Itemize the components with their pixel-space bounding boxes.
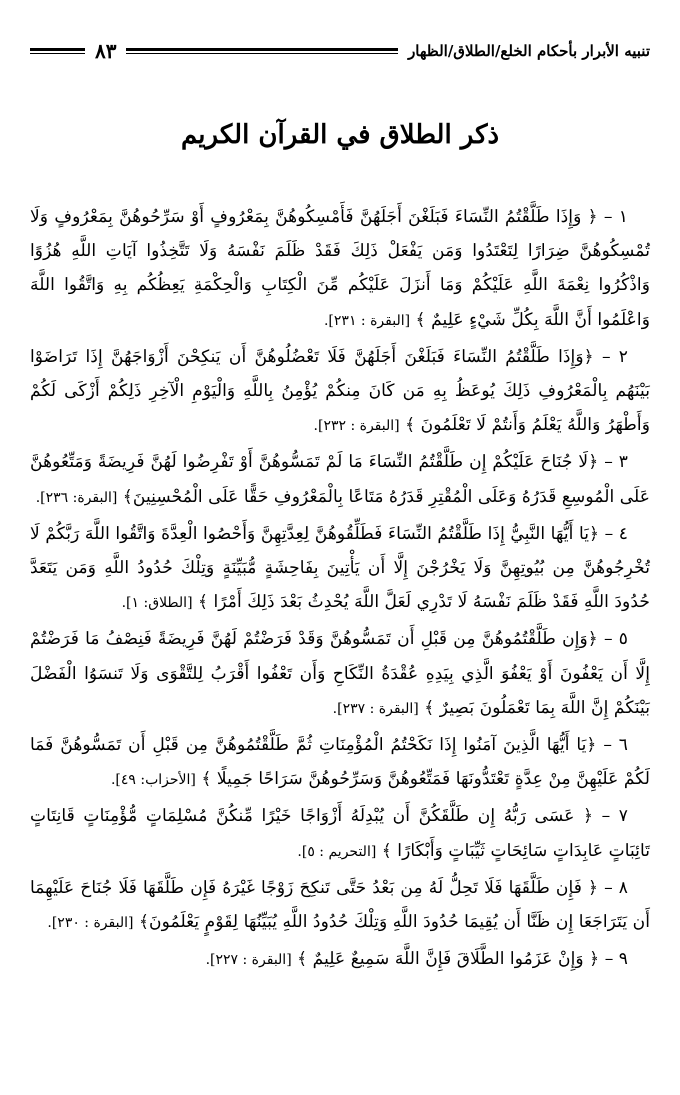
verse-item [30,200,650,338]
verse-number: ٩ – [604,949,628,970]
verse-item [30,517,650,621]
verse-reference: [البقرة : ٢٣٢]. [313,418,400,435]
header-rule-short [30,48,85,54]
verse-item [30,340,650,444]
verse-number: ٣ – [604,452,628,473]
verse-item [30,622,650,726]
chapter-title: ذكر الطلاق في القرآن الكريم [180,120,500,150]
verse-reference: [البقرة : ٢٢٧]. [205,952,292,969]
verse-number: ٤ – [604,523,629,544]
verse-number: ٢ – [601,346,628,367]
verse-item [30,445,650,514]
verse-reference: [الطلاق: ١]. [121,595,193,612]
verse-item [30,799,650,868]
verse-number: ١ – [603,207,628,227]
verse-number: ٦ – [603,735,629,756]
verses-body [30,200,650,1077]
verse-reference: [الأحزاب: ٤٩]. [110,772,196,789]
verse-text: ﴿وَإِذَا طَلَّقْتُمُ النِّسَاءَ فَبَلَغْنَ أَجَلَهُنَّ فَلَا تَعْضُلُوهُنَّ أَن يَنكِحْنَ أَزْوَاجَهُنَّ إِذَا تَرَاضَوْا بَيْنَهُم بِالْمَعْرُوفِ ذَلِكَ يُوعَظُ بِهِ مَن كَانَ مِنكُمْ يُؤْمِنُ بِاللَّهِ وَالْيَوْمِ الْآخِرِ ذَلِكُمْ أَزْكَى لَكُمْ وَأَطْهَرُ وَاللَّهُ يَعْلَمُ وَأَنتُمْ لَا تَعْلَمُونَ ﴾ [30,346,650,436]
running-header [30,36,650,66]
page-number: ٨٣ [95,39,117,63]
verse-item [30,871,650,940]
verse-item [30,728,650,797]
verse-text: ﴿يَا أَيُّهَا الَّذِينَ آمَنُوا إِذَا نَكَحْتُمُ الْمُؤْمِنَاتِ ثُمَّ طَلَّقْتُمُوهُنَّ مِن قَبْلِ أَن تَمَسُّوهُنَّ فَمَا لَكُمْ عَلَيْهِنَّ مِنْ عِدَّةٍ تَعْتَدُّونَهَا فَمَتِّعُوهُنَّ وَسَرِّحُوهُنَّ سَرَاحًا جَمِيلًا ﴾ [30,735,650,790]
header-rule [126,48,398,54]
verse-text: ﴿ عَسَى رَبُّهُ إِن طَلَّقَكُنَّ أَن يُبْدِلَهُ أَزْوَاجًا خَيْرًا مِّنكُنَّ مُسْلِمَاتٍ مُّؤْمِنَاتٍ قَانِتَاتٍ تَائِبَاتٍ عَابِدَاتٍ سَائِحَاتٍ ثَيِّبَاتٍ وَأَبْكَارًا ﴾ [30,806,650,861]
verse-text: ﴿يَا أَيُّهَا النَّبِيُّ إِذَا طَلَّقْتُمُ النِّسَاءَ فَطَلِّقُوهُنَّ لِعِدَّتِهِنَّ وَأَحْصُوا الْعِدَّةَ وَاتَّقُوا اللَّهَ رَبَّكُمْ لَا تُخْرِجُوهُنَّ مِن بُيُوتِهِنَّ وَلَا يَخْرُجْنَ إِلَّا أَن يَأْتِينَ بِفَاحِشَةٍ مُّبَيِّنَةٍ وَتِلْكَ حُدُودُ اللَّهِ وَمَن يَتَعَدَّ حُدُودَ اللَّهِ فَقَدْ ظَلَمَ نَفْسَهُ لَا تَدْرِي لَعَلَّ اللَّهَ يُحْدِثُ بَعْدَ ذَلِكَ أَمْرًا ﴾ [30,523,650,613]
verse-reference: [البقرة: ٢٣٦]. [35,489,118,506]
verse-reference: [البقرة : ٢٣٧]. [332,700,419,717]
verse-text: ﴿ فَإِن طَلَّقَهَا فَلَا تَحِلُّ لَهُ مِن بَعْدُ حَتَّى تَنكِحَ زَوْجًا غَيْرَهُ فَإِن طَلَّقَهَا فَلَا جُنَاحَ عَلَيْهِمَا أَن يَتَرَاجَعَا إِن ظَنَّا أَن يُقِيمَا حُدُودَ اللَّهِ وَتِلْكَ حُدُودُ اللَّهِ يُبَيِّنُهَا لِقَوْمٍ يَعْلَمُونَ﴾ [30,877,650,933]
verse-text: ﴿وَإِن طَلَّقْتُمُوهُنَّ مِن قَبْلِ أَن تَمَسُّوهُنَّ وَقَدْ فَرَضْتُمْ لَهُنَّ فَرِيضَةً فَنِصْفُ مَا فَرَضْتُمْ إِلَّا أَن يَعْفُونَ أَوْ يَعْفُوَ الَّذِي بِيَدِهِ عُقْدَةُ النِّكَاحِ وَأَن تَعْفُوا أَقْرَبُ لِلتَّقْوَى وَلَا تَنسَوُا الْفَضْلَ بَيْنَكُمْ إِنَّ اللَّهَ بِمَا تَعْمَلُونَ بَصِيرٌ ﴾ [30,629,650,718]
running-title: تنبيه الأبرار بأحكام الخلع/الطلاق/الظهار [408,42,650,60]
verse-item [30,942,650,977]
verse-number: ٨ – [604,877,629,898]
verse-number: ٧ – [601,806,628,827]
verse-text: ﴿لَا جُنَاحَ عَلَيْكُمْ إِن طَلَّقْتُمُ النِّسَاءَ مَا لَمْ تَمَسُّوهُنَّ أَوْ تَفْرِضُوا لَهُنَّ فَرِيضَةً وَمَتِّعُوهُنَّ عَلَى الْمُوسِعِ قَدَرُهُ وَعَلَى الْمُقْتِرِ قَدَرُهُ مَتَاعًا بِالْمَعْرُوفِ حَقًّا عَلَى الْمُحْسِنِينَ﴾ [30,452,650,507]
verse-text: ﴿ وَإِنْ عَزَمُوا الطَّلَاقَ فَإِنَّ اللَّهَ سَمِيعٌ عَلِيمٌ ﴾ [297,949,600,970]
verse-reference: [التحريم : ٥]. [297,843,377,860]
verse-text: ﴿ وَإِذَا طَلَّقْتُمُ النِّسَاءَ فَبَلَغْنَ أَجَلَهُنَّ فَأَمْسِكُوهُنَّ بِمَعْرُوفٍ أَوْ سَرِّحُوهُنَّ بِمَعْرُوفٍ وَلَا تُمْسِكُوهُنَّ ضِرَارًا لِتَعْتَدُوا وَمَن يَفْعَلْ ذَلِكَ فَقَدْ ظَلَمَ نَفْسَهُ وَلَا تَتَّخِذُوا آيَاتِ اللَّهِ هُزُوًا وَاذْكُرُوا نِعْمَةَ اللَّهِ عَلَيْكُمْ وَمَا أَنزَلَ عَلَيْكُم مِّنَ الْكِتَابِ وَالْحِكْمَةِ يَعِظُكُم بِهِ وَاتَّقُوا اللَّهَ وَاعْلَمُوا أَنَّ اللَّهَ بِكُلِّ شَيْءٍ عَلِيمٌ ﴾ [30,207,650,330]
verse-reference: [البقرة : ٢٣٠]. [47,915,134,932]
verse-number: ٥ – [604,629,629,650]
verse-reference: [البقرة : ٢٣١]. [323,312,411,329]
